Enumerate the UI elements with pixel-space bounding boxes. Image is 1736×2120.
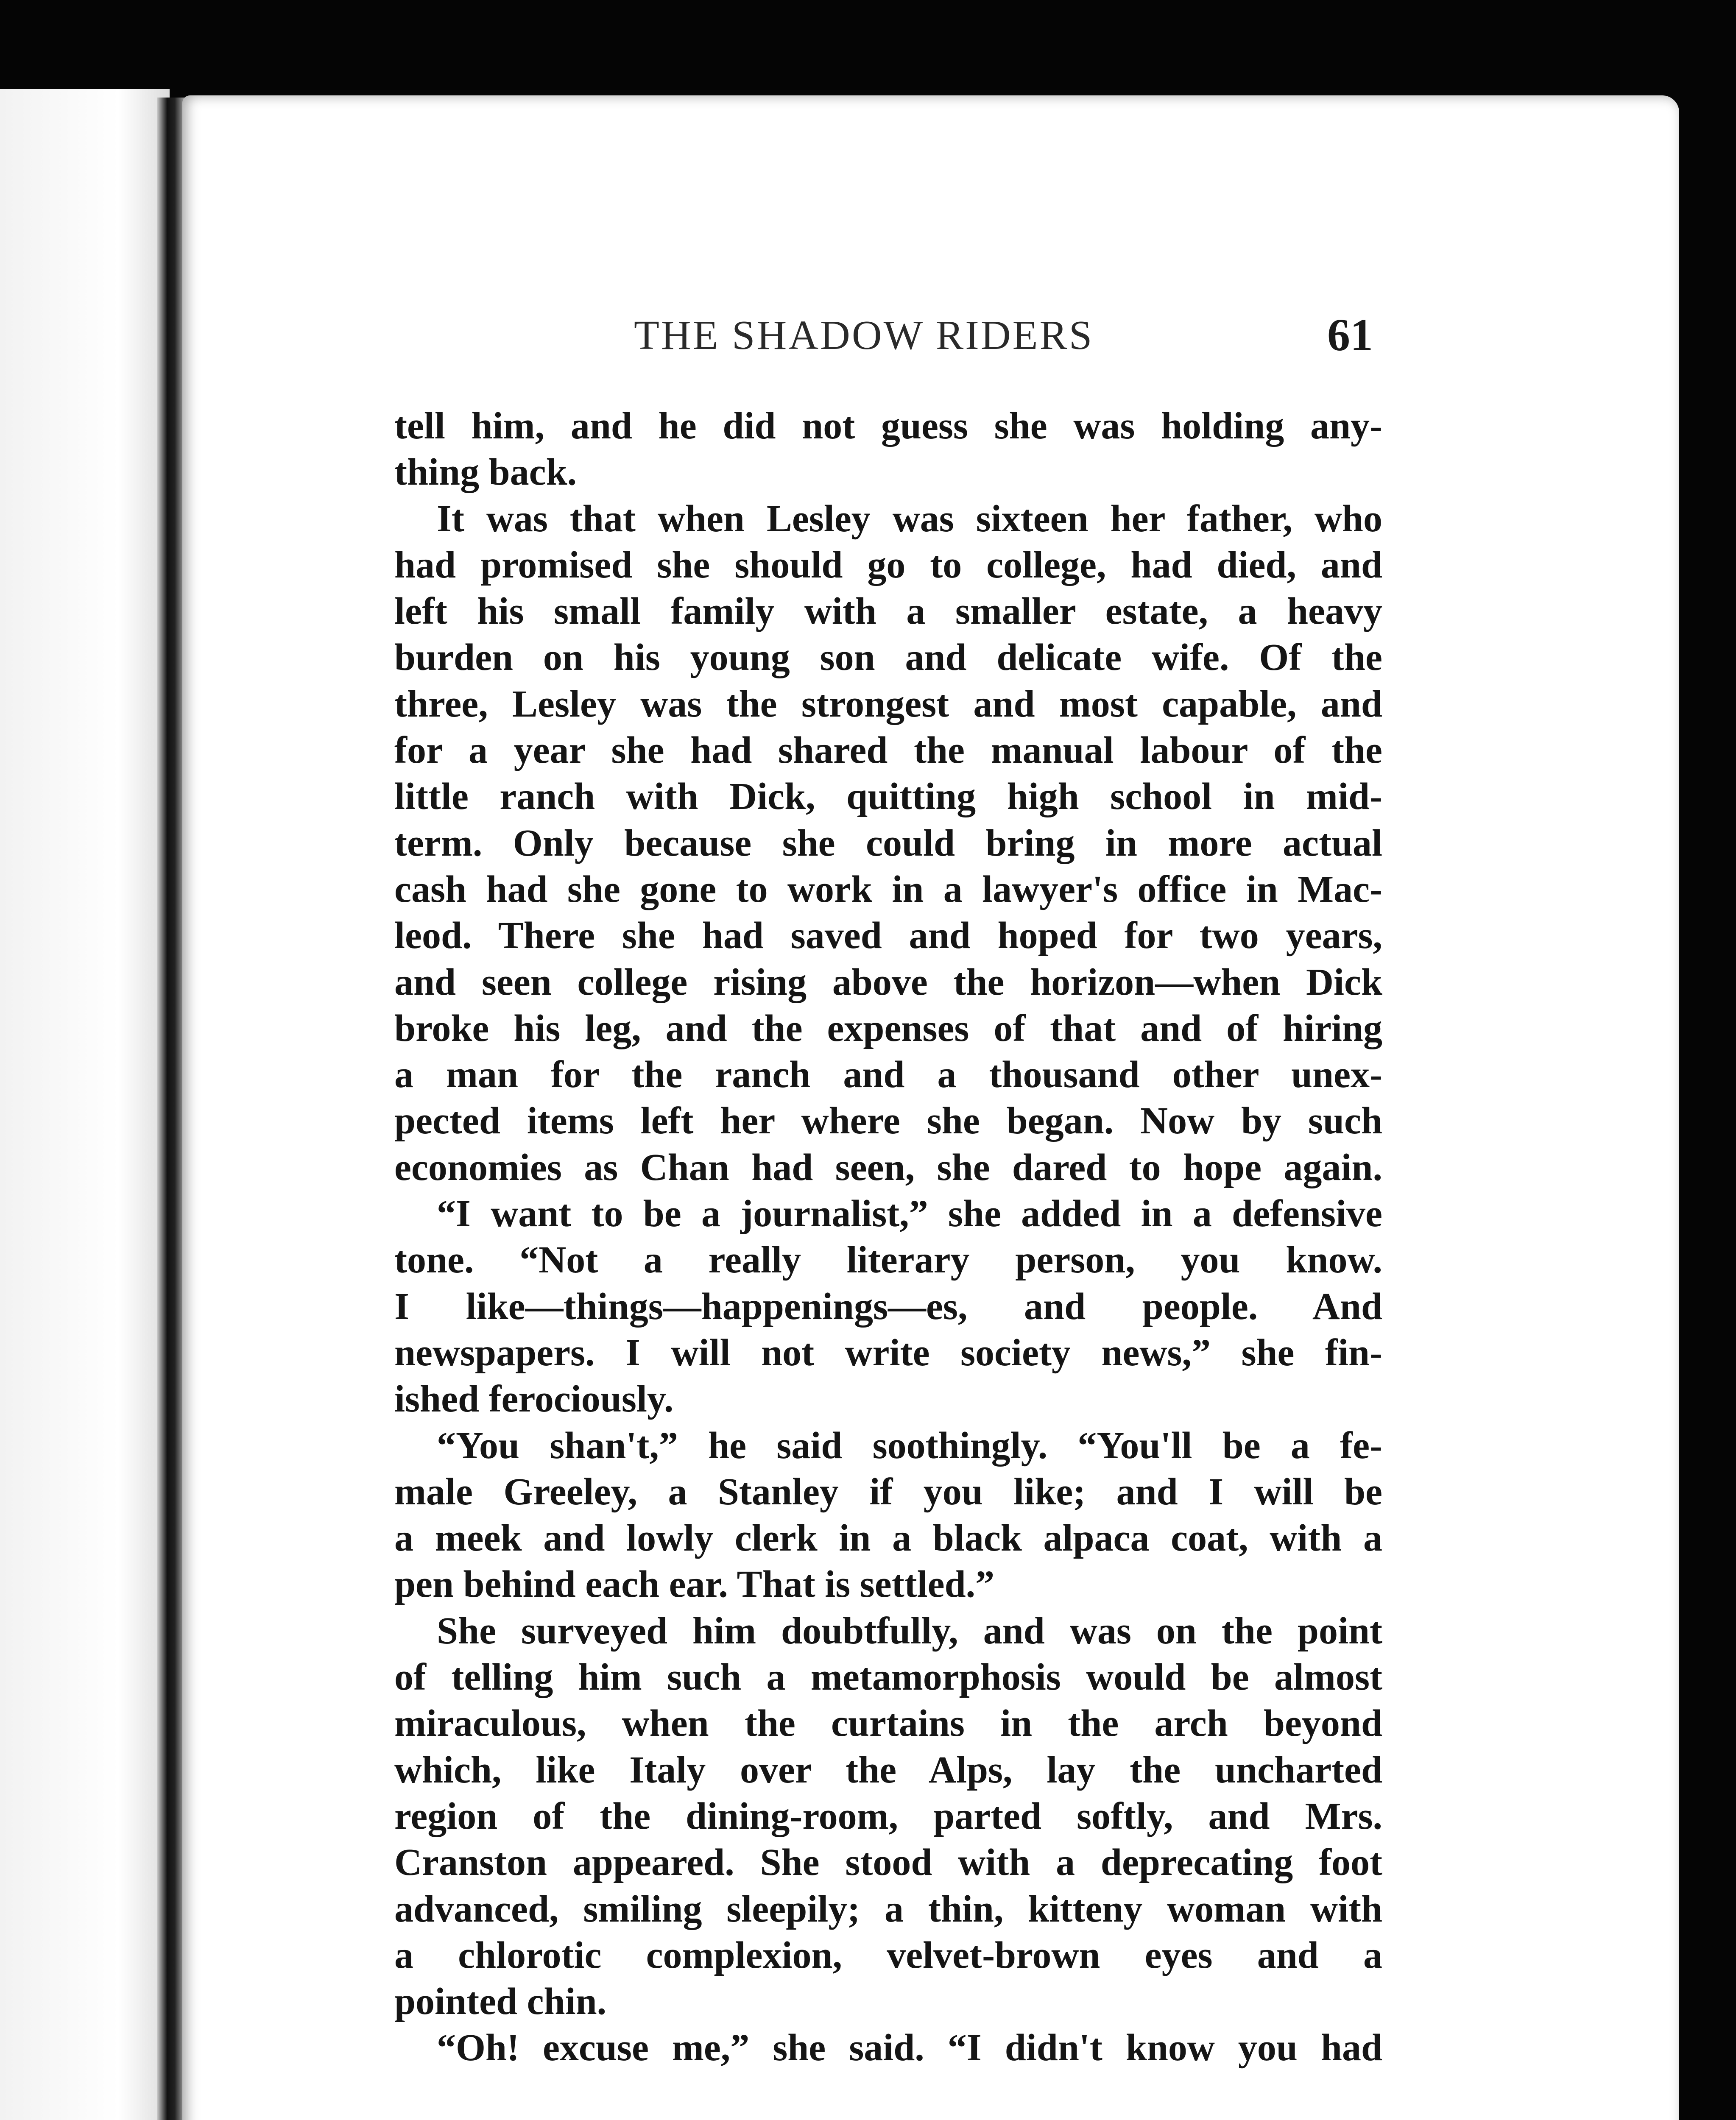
text-line: It was that when Lesley was sixteen her father, who: [437, 497, 1382, 540]
text-line: She surveyed him doubtfully, and was on the point: [437, 1610, 1382, 1652]
text-line: “You shan't,” he said soothingly. “You'll be a fe-: [437, 1424, 1382, 1467]
running-head: [182, 312, 1679, 379]
text-line: leod. There she had saved and hoped for two years,: [394, 915, 1382, 957]
text-line: and seen college rising above the horizon—when Dick: [394, 961, 1382, 1003]
facing-page-edge: [0, 89, 170, 2120]
text-line: little ranch with Dick, quitting high school in mid-: [394, 775, 1382, 818]
text-line: burden on his young son and delicate wife. Of the: [394, 636, 1382, 679]
text-line: term. Only because she could bring in more actual: [394, 822, 1382, 864]
text-line: had promised she should go to college, had died, and: [394, 544, 1382, 586]
text-line: left his small family with a smaller estate, a heavy: [394, 590, 1382, 633]
running-head-title: THE SHADOW RIDERS: [634, 312, 1094, 358]
text-line: for a year she had shared the manual labour of the: [394, 729, 1382, 772]
text-line: a man for the ranch and a thousand other unex-: [394, 1054, 1382, 1096]
text-line: I like—things—happenings—es, and people. And: [394, 1285, 1382, 1328]
text-line: region of the dining-room, parted softly, and Mrs.: [394, 1795, 1382, 1837]
text-line: pointed chin.: [394, 1981, 607, 2023]
text-line: Cranston appeared. She stood with a deprecating foot: [394, 1841, 1382, 1884]
text-line: pen behind each ear. That is settled.”: [394, 1563, 995, 1606]
text-line: broke his leg, and the expenses of that and of hiring: [394, 1007, 1382, 1049]
text-line: newspapers. I will not write society news,” she fin-: [394, 1331, 1382, 1374]
text-line: thing back.: [394, 451, 577, 494]
text-line: miraculous, when the curtains in the arch beyond: [394, 1702, 1382, 1745]
page-body-text: [394, 403, 1382, 2071]
text-line: “I want to be a journalist,” she added in a defensive: [437, 1193, 1382, 1235]
text-line: economies as Chan had seen, she dared to hope again.: [394, 1146, 1382, 1188]
book-page: [182, 95, 1679, 2120]
text-line: three, Lesley was the strongest and most capable, and: [394, 683, 1382, 725]
text-line: which, like Italy over the Alps, lay the uncharted: [394, 1749, 1382, 1791]
text-line: advanced, smiling sleepily; a thin, kitteny woman with: [394, 1888, 1382, 1930]
text-line: tone. “Not a really literary person, you know.: [394, 1239, 1382, 1281]
text-line: tell him, and he did not guess she was holding any-: [394, 405, 1382, 447]
text-line: pected items left her where she began. Now by such: [394, 1100, 1382, 1142]
text-line: male Greeley, a Stanley if you like; and I will be: [394, 1470, 1382, 1513]
text-line: ished ferociously.: [394, 1378, 674, 1420]
text-line: cash had she gone to work in a lawyer's office in Mac-: [394, 868, 1382, 910]
text-line: “Oh! excuse me,” she said. “I didn't know you had: [437, 2027, 1382, 2069]
text-line: a meek and lowly clerk in a black alpaca coat, with a: [394, 1517, 1382, 1559]
text-line: a chlorotic complexion, velvet-brown eyes and a: [394, 1934, 1382, 1976]
page-number: 61: [1327, 310, 1373, 360]
text-line: of telling him such a metamorphosis would be almost: [394, 1656, 1382, 1699]
